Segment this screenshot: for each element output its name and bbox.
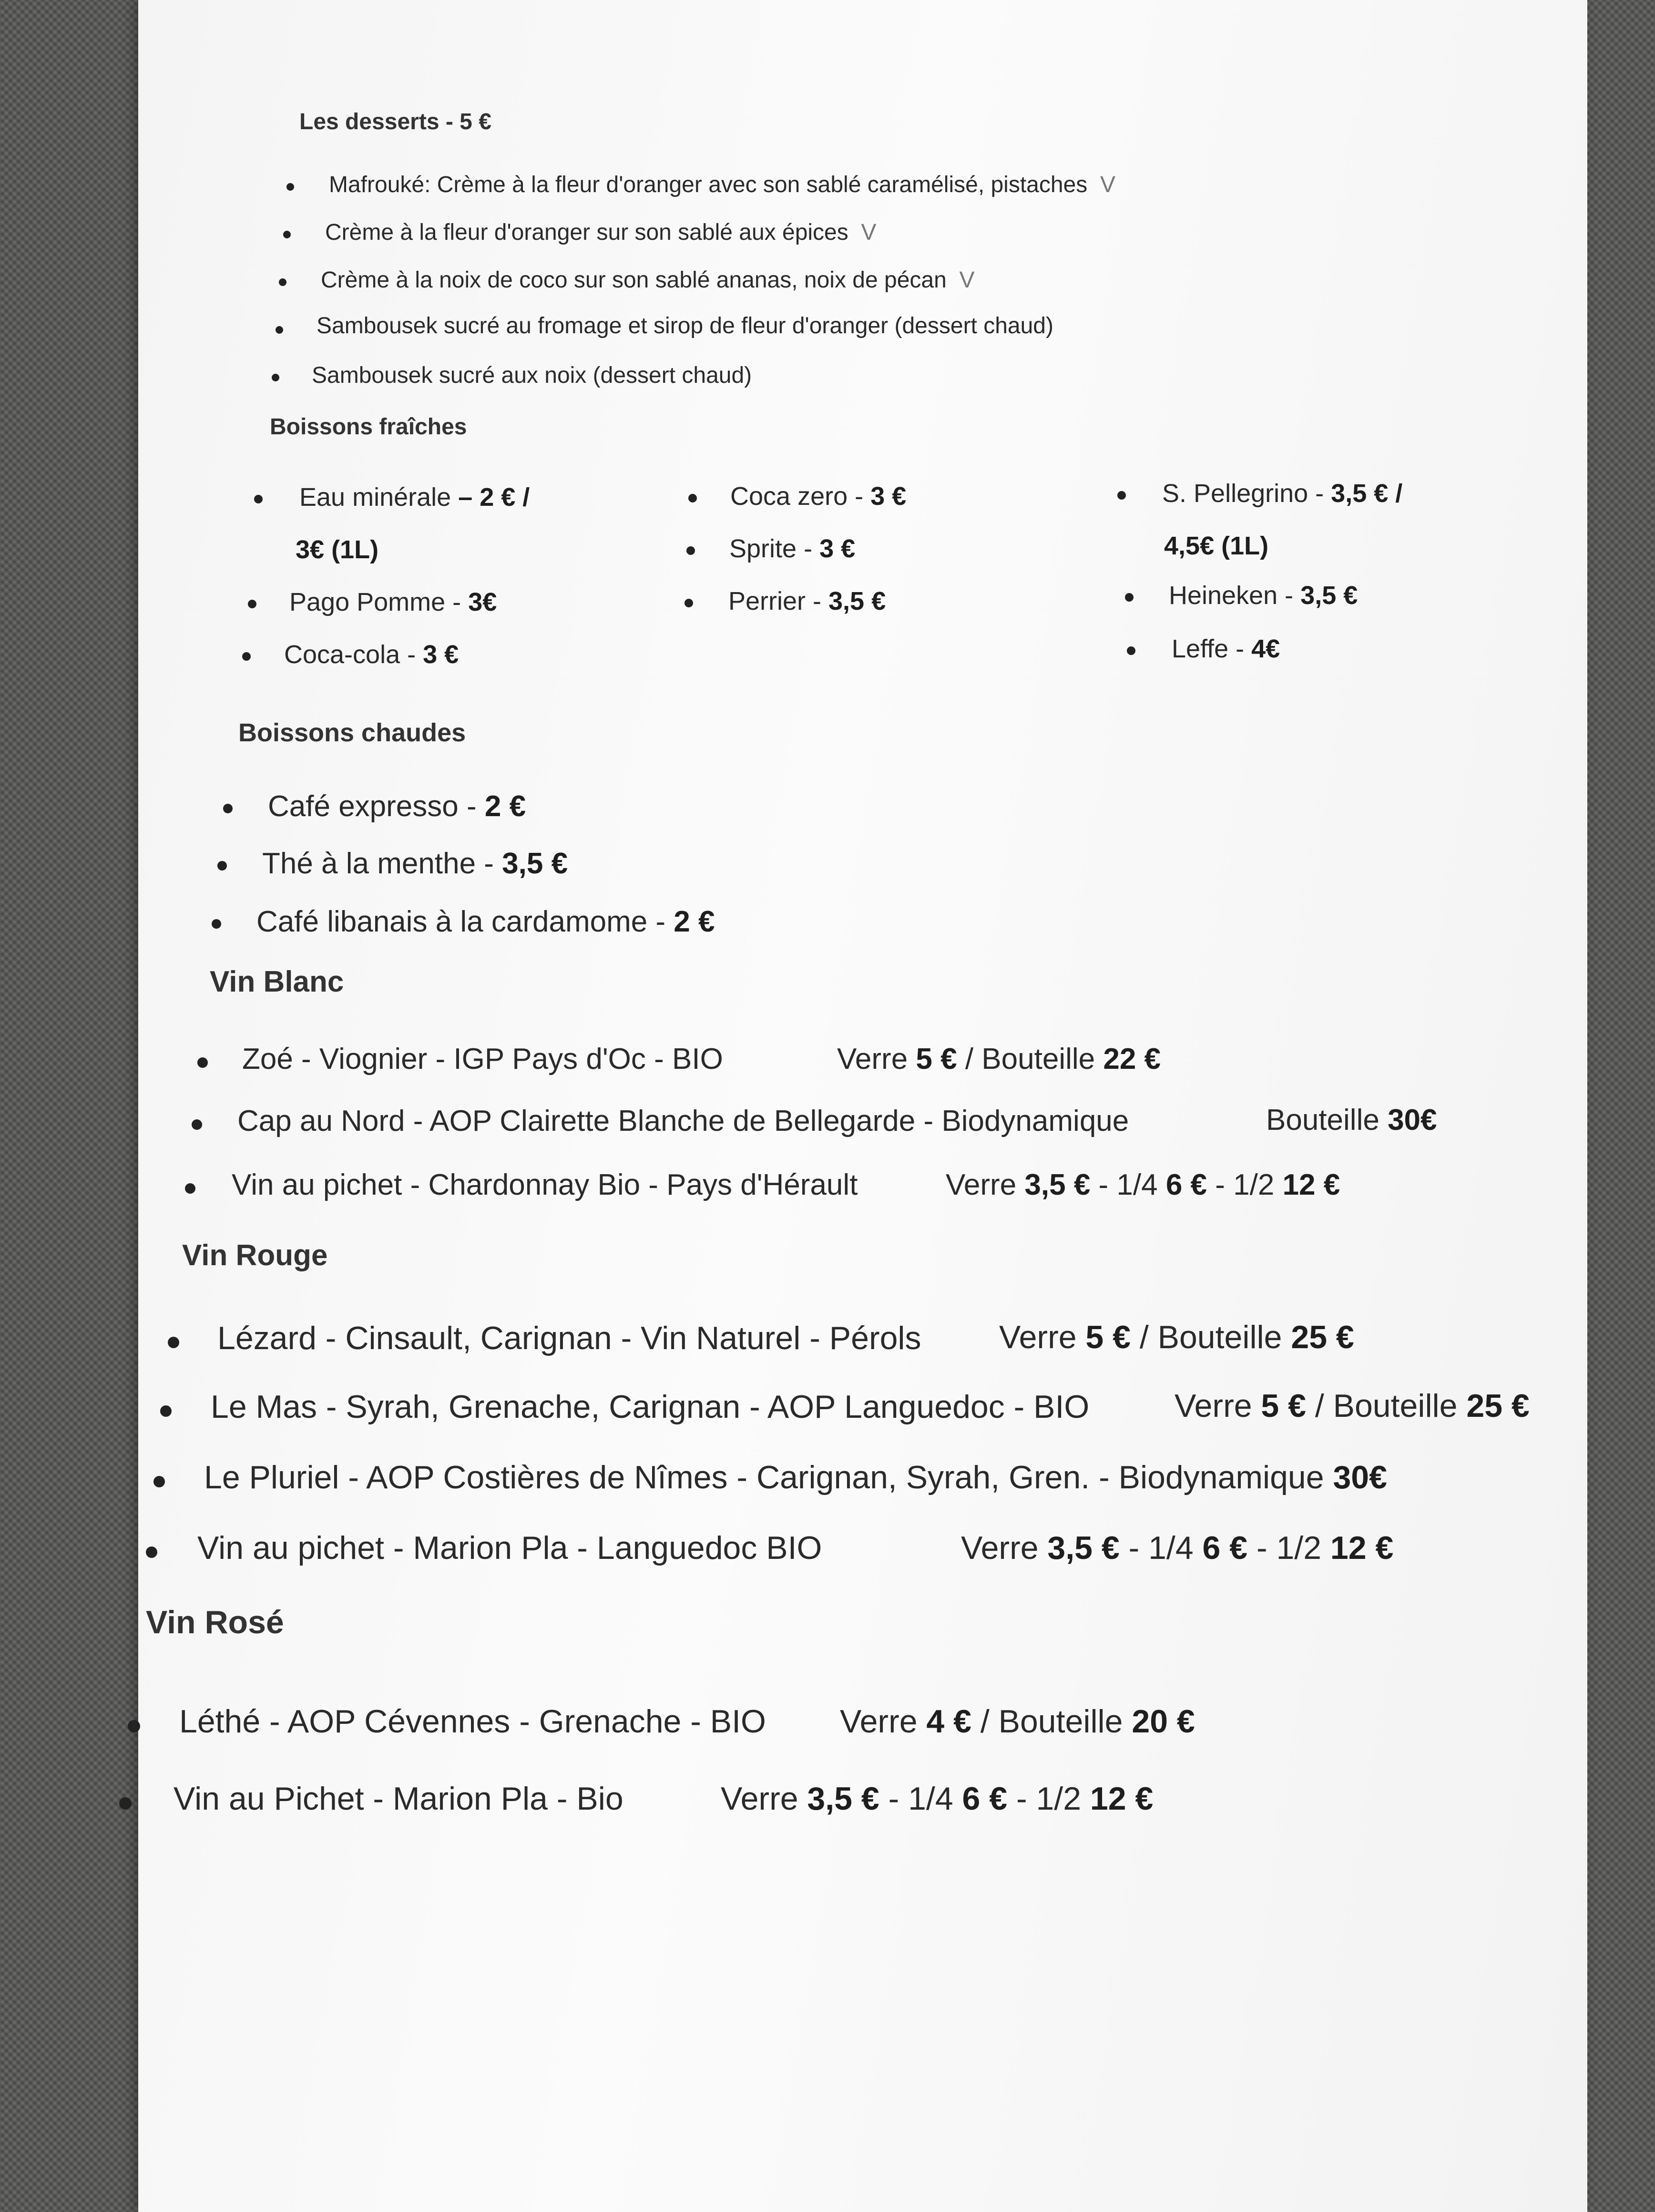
bullet [217,861,227,870]
bullet [283,231,291,238]
bullet [223,804,233,813]
bullet [688,494,697,502]
vegetarian-icon: V [1100,172,1115,197]
cold-drink-item [284,640,459,669]
drink-name: Pago Pomme - [289,588,469,616]
red-wine-name: Le Pluriel - AOP Costières de Nîmes - Carignan, Syrah, Gren. - Biodynamique [204,1459,1333,1495]
drink-price: – 2 € / [458,483,530,512]
dessert-item [329,172,1115,198]
cold-drink-item-continued [1164,531,1268,561]
cold-drink-item [728,586,886,616]
white-wine-name: Zoé - Viognier - IGP Pays d'Oc - BIO [242,1043,723,1075]
drink-name: Café expresso - [268,790,485,823]
bullet [197,1057,208,1068]
cold-drink-item [289,587,497,617]
drink-price: 3 € [870,482,907,511]
cold-drink-item-continued [296,535,378,564]
drink-price: 2 € [484,790,526,823]
drink-price: 4,5€ (1L) [1164,532,1269,560]
drink-name: Eau minérale [299,483,459,512]
bullet [119,1797,132,1810]
section-title-desserts: Les desserts - 5 € [299,109,491,134]
dessert-name: Crème à la fleur d'oranger sur son sablé aux épices [325,220,848,245]
drink-price: 3,5 € [502,847,568,880]
rose-wine-name: Léthé - AOP Cévennes - Grenache - BIO [179,1703,766,1740]
drink-name: Leffe - [1172,635,1252,663]
bullet [185,1183,195,1194]
section-title-vin-rose: Vin Rosé [146,1604,284,1640]
white-wine-name: Vin au pichet - Chardonnay Bio - Pays d'Hérault [232,1168,858,1201]
bullet [276,326,283,334]
section-title-vin-rouge: Vin Rouge [182,1239,328,1272]
red-wine-price: Verre 5 € / Bouteille 25 € [999,1319,1354,1355]
bullet [272,374,279,381]
bullet [212,919,221,929]
dessert-item: Sambousek sucré au fromage et sirop de fleur d'oranger (dessert chaud) [317,313,1053,338]
drink-price: 3,5 € [828,587,886,615]
drink-price: 2 € [674,905,715,938]
white-wine-price: Bouteille 30€ [1266,1104,1437,1137]
dessert-item [321,267,975,293]
cold-drink-item [1172,634,1280,664]
bullet [686,546,695,555]
drink-price: 3€ [468,588,497,616]
dessert-item [325,219,876,246]
hot-drink-item [268,789,526,823]
bullet [242,652,251,661]
white-wine-price: Verre 5 € / Bouteille 22 € [837,1043,1161,1075]
bullet [168,1337,179,1348]
drink-price: 3 € [819,534,856,563]
cold-drink-item [730,481,906,511]
red-wine-price: 30€ [1333,1459,1387,1495]
vegetarian-icon: V [959,267,975,293]
red-wine-name: Le Mas - Syrah, Grenache, Carignan - AOP Languedoc - BIO [211,1389,1090,1425]
cold-drink-item [299,482,530,512]
white-wine-price: Verre 3,5 € - 1/4 6 € - 1/2 12 € [946,1168,1340,1201]
bullet [160,1405,172,1417]
bullet [146,1546,157,1558]
drink-name: Coca zero - [730,482,871,511]
section-title-boissons-chaudes: Boissons chaudes [238,718,466,747]
bullet [254,495,263,503]
bullet [684,599,693,607]
drink-price: 3 € [423,640,459,669]
bullet [286,183,294,191]
vegetarian-icon: V [861,220,877,245]
hot-drink-item [256,905,715,939]
bullet [1127,646,1135,655]
drink-price: 3,5 € [1300,581,1358,610]
drink-price: 3,5 € / [1331,479,1403,508]
cold-drink-item [1169,581,1358,610]
dessert-item: Sambousek sucré aux noix (dessert chaud) [312,363,752,388]
cold-drink-item [729,534,855,563]
bullet [192,1119,202,1130]
bullet [279,278,286,286]
red-wine-price: Verre 5 € / Bouteille 25 € [1175,1388,1530,1424]
hot-drink-item [262,847,568,881]
drink-name: Perrier - [728,587,829,615]
section-title-vin-blanc: Vin Blanc [210,965,344,998]
bullet [153,1476,165,1487]
drink-name: Sprite - [729,534,820,563]
bullet [128,1720,140,1732]
bullet [1117,491,1126,500]
dessert-name: Crème à la noix de coco sur son sablé ananas, noix de pécan [321,267,947,293]
cold-drink-item [1162,479,1402,508]
red-wine-name: Vin au pichet - Marion Pla - Languedoc BIO [197,1530,822,1566]
drink-name: Café libanais à la cardamome - [256,905,674,938]
drink-name: Coca-cola - [284,640,423,669]
rose-wine-price: Verre 4 € / Bouteille 20 € [840,1703,1195,1740]
drink-price: 4€ [1251,635,1280,663]
rose-wine-name: Vin au Pichet - Marion Pla - Bio [174,1781,623,1817]
drink-price: 3€ (1L) [296,535,379,564]
drink-name: Thé à la menthe - [262,847,502,880]
bullet [248,600,256,608]
section-title-boissons-fraiches: Boissons fraîches [270,414,467,440]
red-wine-item [204,1459,1387,1496]
red-wine-price: Verre 3,5 € - 1/4 6 € - 1/2 12 € [961,1530,1394,1566]
dessert-name: Mafrouké: Crème à la fleur d'oranger avec son sablé caramélisé, pistaches [329,172,1088,197]
rose-wine-price: Verre 3,5 € - 1/4 6 € - 1/2 12 € [721,1781,1154,1817]
white-wine-name: Cap au Nord - AOP Clairette Blanche de Bellegarde - Biodynamique [237,1105,1129,1137]
drink-name: S. Pellegrino - [1162,479,1331,508]
bullet [1125,593,1134,602]
drink-name: Heineken - [1169,581,1301,610]
red-wine-name: Lézard - Cinsault, Carignan - Vin Naturel - Pérols [217,1320,921,1356]
